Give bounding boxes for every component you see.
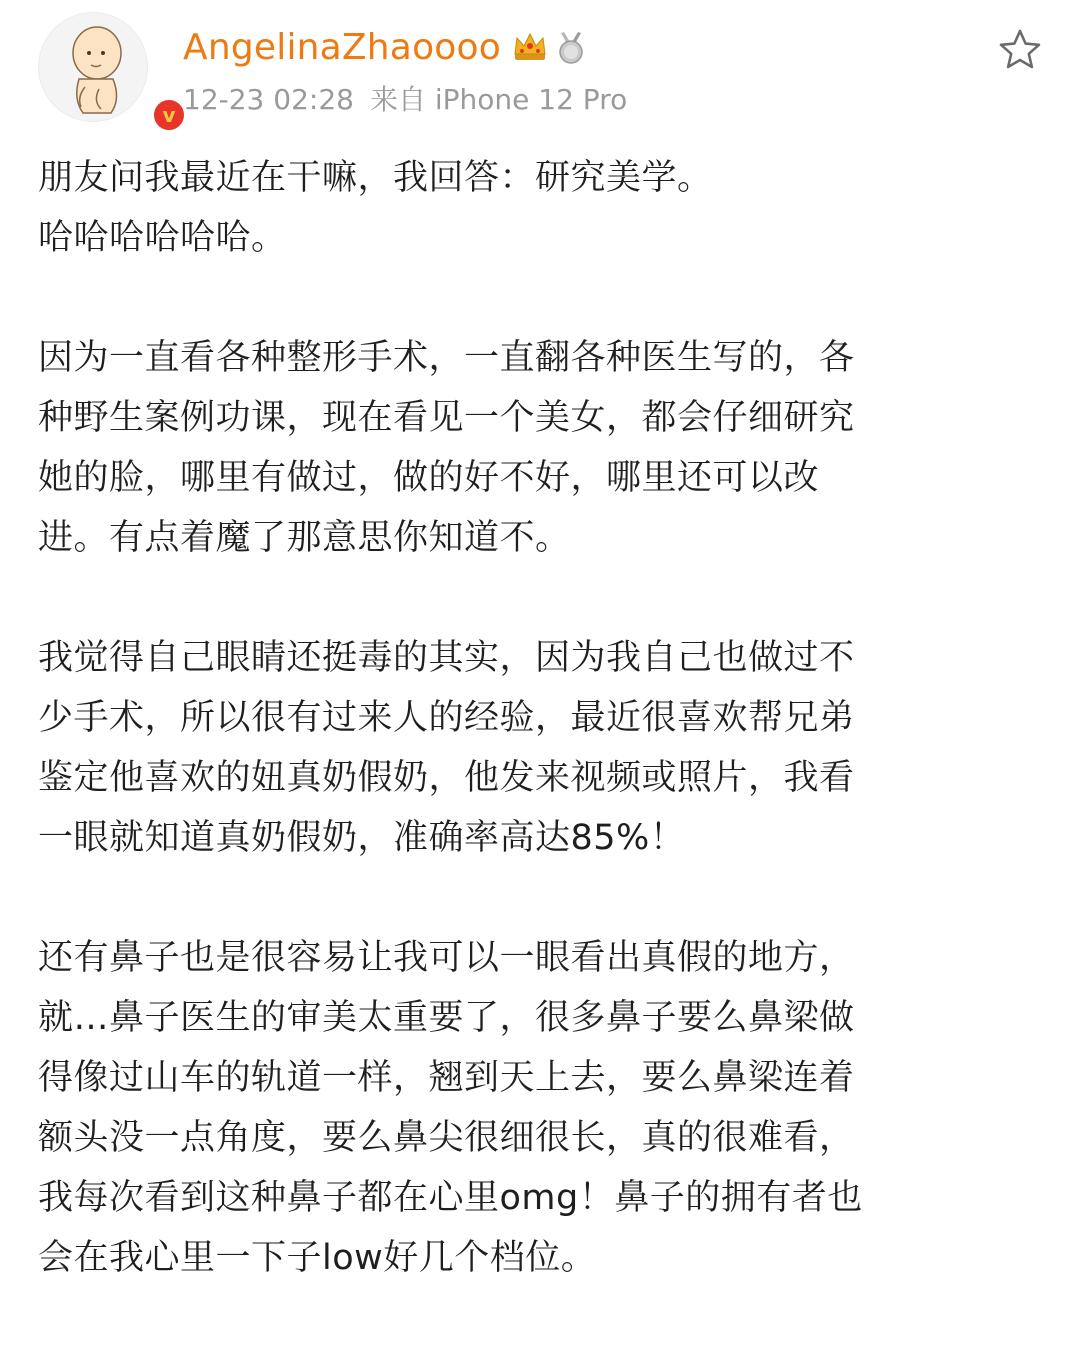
baby-avatar-icon xyxy=(39,13,147,121)
medal-icon[interactable] xyxy=(555,30,587,64)
post-paragraph-1: 朋友问我最近在干嘛，我回答：研究美学。 哈哈哈哈哈哈。 xyxy=(38,158,713,258)
star-icon[interactable] xyxy=(996,26,1044,74)
crown-icon[interactable] xyxy=(511,30,549,64)
user-avatar[interactable] xyxy=(38,12,176,127)
post-paragraph-2: 因为一直看各种整形手术，一直翻各种医生写的，各 种野生案例功课，现在看见一个美女，都会仔细研究 她的脸，哪里有做过，做的好不好，哪里还可以改 进。有点着魔了那意思你知道不。 xyxy=(38,338,855,558)
post-paragraph-4: 还有鼻子也是很容易让我可以一眼看出真假的地方， 就…鼻子医生的审美太重要了，很多鼻子要么鼻梁做 得像过山车的轨道一样，翘到天上去，要么鼻梁连着 额头没一点角度，要么鼻尖很细很长，真的很难看， 我每次看到这种鼻子都在心里omg！鼻子的拥有者也 会在我心里一下子low好几个档位。 xyxy=(38,938,863,1278)
post-source[interactable]: 来自 iPhone 12 Pro xyxy=(369,83,628,116)
post-paragraph-3: 我觉得自己眼睛还挺毒的其实，因为我自己也做过不 少手术，所以很有过来人的经验，最近很喜欢帮兄弟 鉴定他喜欢的妞真奶假奶，他发来视频或照片，我看 一眼就知道真奶假奶，准确率高达85%！ xyxy=(38,638,855,858)
username[interactable]: AngelinaZhaoooo xyxy=(183,26,501,68)
username-row xyxy=(183,22,587,72)
post-header xyxy=(0,0,1080,140)
verified-v-icon: v xyxy=(151,97,187,133)
post-timestamp: 12-23 02:28 xyxy=(183,83,354,116)
post-body xyxy=(38,148,1038,1348)
post-meta xyxy=(183,78,627,122)
